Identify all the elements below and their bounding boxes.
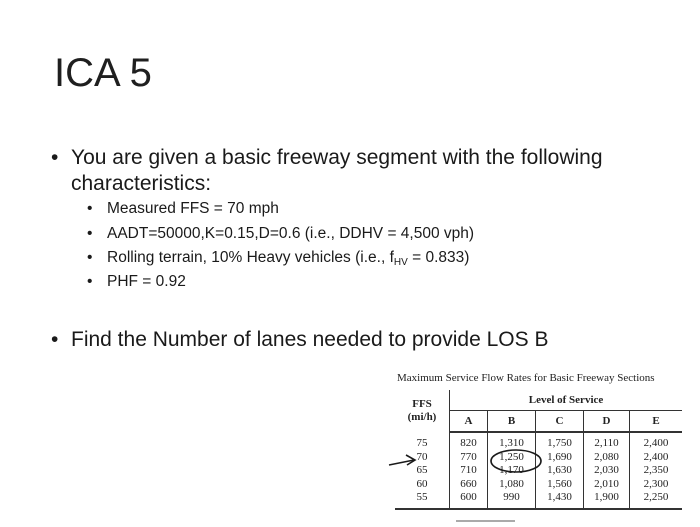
table-cell: 2,010 xyxy=(584,478,630,492)
sub-bullet-terrain-subscript: HV xyxy=(393,257,408,268)
ffs-cell: 65 xyxy=(395,464,450,478)
table-cell: 1,560 xyxy=(536,478,584,492)
table-cell: 1,170 xyxy=(488,464,536,478)
col-header-e: E xyxy=(630,411,683,433)
table-cell: 990 xyxy=(488,491,536,509)
ffs-cell: 70 xyxy=(395,451,450,465)
table-cell: 2,350 xyxy=(643,464,669,476)
bullet-given-line2: characteristics: xyxy=(71,172,212,195)
sub-bullet-terrain xyxy=(107,249,469,272)
sub-bullet-terrain-tail: = 0.833) xyxy=(407,249,470,266)
table-cell: 2,400 xyxy=(643,437,669,449)
los-header: Level of Service xyxy=(450,390,683,411)
highlighted-cell: 1,250 xyxy=(488,451,536,465)
sub-bullet-ffs: • Measured FFS = 70 mph xyxy=(107,200,279,218)
table-row xyxy=(395,491,682,509)
table-cell: 2,030 xyxy=(584,464,630,478)
table-cell: 1,750 xyxy=(536,432,584,451)
table-cell: 2,250 xyxy=(630,491,683,509)
table-cell: 2,400 xyxy=(643,450,669,463)
sub-bullet-terrain-text: Rolling terrain, 10% Heavy vehicles (i.e., f xyxy=(107,249,394,266)
bullet-find-lanes: • Find the Number of lanes needed to provide LOS B xyxy=(71,327,661,353)
table-cell: 1,900 xyxy=(584,491,630,509)
sub-bullet-aadt: • AADT=50000,K=0.15,D=0.6 (i.e., DDHV = 4,500 vph) xyxy=(107,225,474,243)
table-caption: Maximum Service Flow Rates for Basic Freeway Sections xyxy=(397,372,655,384)
table-cell: 600 xyxy=(450,491,488,509)
table-cell: 1,430 xyxy=(536,491,584,509)
table-cell: 2,300 xyxy=(643,477,669,490)
table-row xyxy=(395,432,682,451)
col-header-a: A xyxy=(450,411,488,433)
ffs-column-header xyxy=(395,390,450,432)
table-cell: 2,080 xyxy=(584,451,630,465)
table-cell: 1,690 xyxy=(536,451,584,465)
ffs-cell: 55 xyxy=(395,491,450,509)
service-flow-table xyxy=(395,390,682,510)
col-header-b: B xyxy=(488,411,536,433)
col-header-c: C xyxy=(536,411,584,433)
ffs-cell: 60 xyxy=(395,478,450,492)
table-row xyxy=(395,464,682,478)
table-row xyxy=(395,478,682,492)
table-cell: 2,110 xyxy=(584,432,630,451)
table-cell: 1,630 xyxy=(536,464,584,478)
table-cell: 1,080 xyxy=(488,478,536,492)
slide-title: ICA 5 xyxy=(54,51,152,95)
ffs-cell: 75 xyxy=(395,432,450,451)
ffs-header-label: FFS xyxy=(412,398,432,410)
bullet-given xyxy=(71,145,661,197)
table-cell: 660 xyxy=(450,478,488,492)
table-cell: 770 xyxy=(450,451,488,465)
table-cell: 710 xyxy=(450,464,488,478)
table-cell: 820 xyxy=(450,432,488,451)
table-row xyxy=(395,451,682,465)
ffs-header-unit: (mi/h) xyxy=(407,411,437,423)
col-header-d: D xyxy=(584,411,630,433)
bullet-given-line1: You are given a basic freeway segment with the following xyxy=(71,146,603,169)
table-cell: 1,310 xyxy=(488,432,536,451)
sub-bullet-phf: • PHF = 0.92 xyxy=(107,273,186,291)
